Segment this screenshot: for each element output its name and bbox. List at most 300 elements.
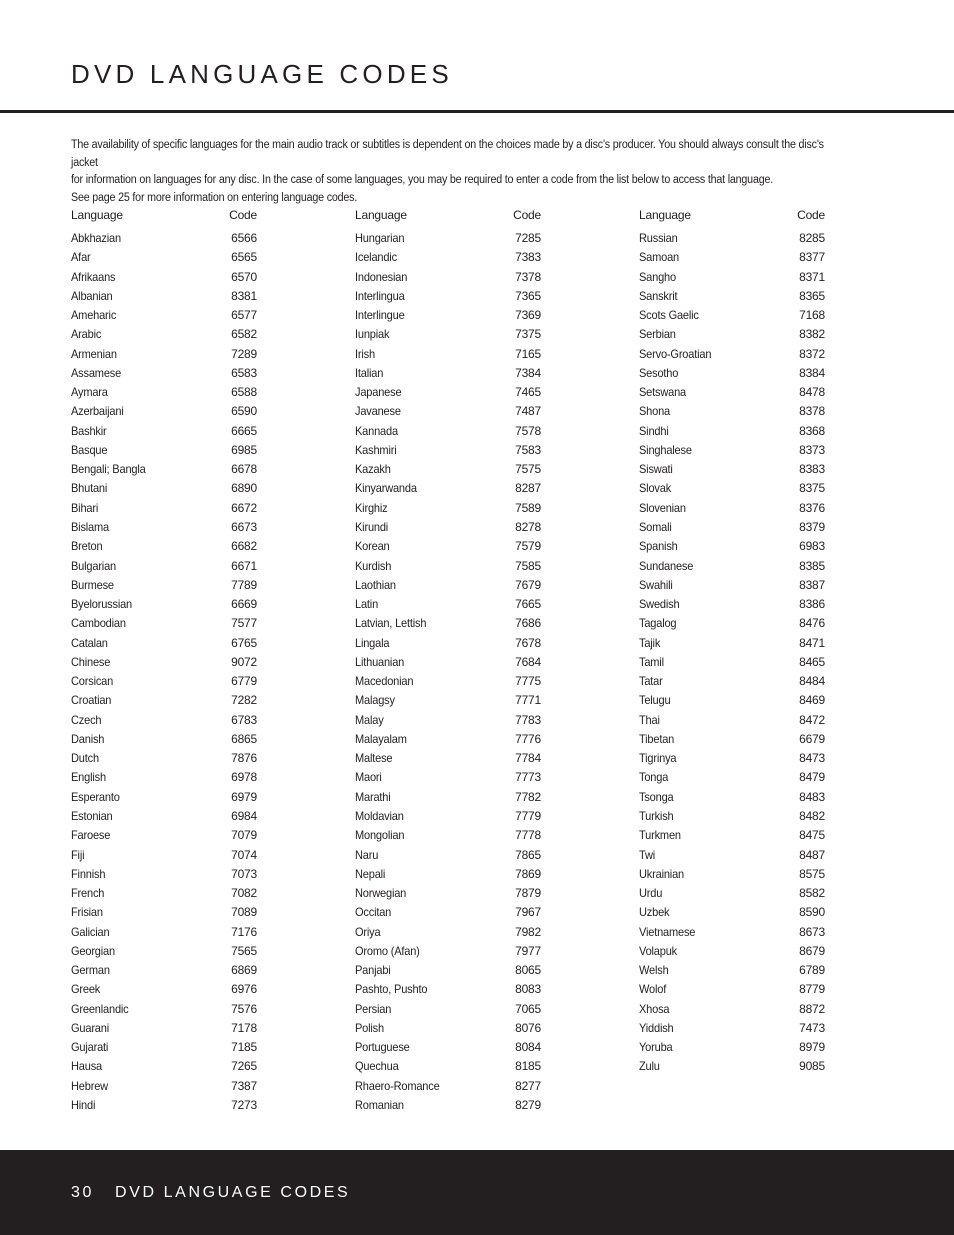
language-code: 6566 <box>231 231 257 245</box>
language-code: 7165 <box>515 346 541 361</box>
language-name: Kurdish <box>355 558 392 573</box>
language-name: Esperanto <box>71 789 120 804</box>
language-name: Estonian <box>71 808 113 823</box>
language-code: 7185 <box>231 1040 257 1055</box>
language-code: 8582 <box>799 886 825 901</box>
language-row <box>71 229 257 248</box>
language-name: Czech <box>71 712 102 727</box>
code-header: Code <box>513 208 541 222</box>
language-name: Singhalese <box>639 442 692 457</box>
language-code: 6979 <box>231 789 257 804</box>
language-code: 6577 <box>231 308 257 323</box>
language-name: Georgian <box>71 943 115 958</box>
language-code: 6583 <box>231 365 257 380</box>
language-name: Kashmiri <box>355 442 397 457</box>
language-row <box>639 923 825 942</box>
language-row <box>639 807 825 826</box>
language-name: Latvian, Lettish <box>355 616 427 631</box>
language-row <box>639 711 825 730</box>
language-row <box>71 1057 257 1076</box>
language-row <box>639 518 825 537</box>
language-row <box>71 711 257 730</box>
language-name: Albanian <box>71 288 113 303</box>
language-code: 8679 <box>799 943 825 958</box>
language-code: 8375 <box>799 481 825 496</box>
language-code: 6665 <box>231 423 257 438</box>
language-code: 7686 <box>515 616 541 631</box>
language-name: Malagsy <box>355 693 395 708</box>
language-row <box>355 653 541 672</box>
language-row <box>71 325 257 344</box>
language-code: 6983 <box>799 539 825 554</box>
language-row <box>71 441 257 460</box>
language-code: 7265 <box>231 1059 257 1074</box>
language-name: Finnish <box>71 866 106 881</box>
language-name: Tamil <box>639 654 664 669</box>
language-row <box>355 595 541 614</box>
language-code: 7776 <box>515 731 541 746</box>
language-row <box>355 422 541 441</box>
language-row <box>71 248 257 267</box>
language-name: Bihari <box>71 500 99 515</box>
language-code: 7879 <box>515 886 541 901</box>
language-row <box>639 576 825 595</box>
language-code: 9085 <box>799 1059 825 1074</box>
language-row <box>639 537 825 556</box>
language-row <box>71 980 257 999</box>
language-name: Afar <box>71 250 91 265</box>
language-code: 6789 <box>799 963 825 978</box>
language-row <box>355 325 541 344</box>
language-row <box>71 306 257 325</box>
language-row <box>71 1096 257 1115</box>
language-row <box>71 518 257 537</box>
language-code: 8371 <box>799 269 825 284</box>
language-code: 7168 <box>799 308 825 323</box>
language-name: Vietnamese <box>639 924 696 939</box>
language-code: 9072 <box>231 654 257 669</box>
language-code: 8482 <box>799 808 825 823</box>
language-name: Lingala <box>355 635 390 650</box>
language-row <box>639 306 825 325</box>
language-name: Icelandic <box>355 250 397 265</box>
language-column-1 <box>71 206 257 1115</box>
language-code: 8575 <box>799 866 825 881</box>
language-name: Mongolian <box>355 828 405 843</box>
language-row <box>355 383 541 402</box>
language-name: Sindhi <box>639 423 669 438</box>
language-row <box>639 364 825 383</box>
language-row <box>355 499 541 518</box>
language-row <box>639 653 825 672</box>
language-row <box>355 749 541 768</box>
language-row <box>639 268 825 287</box>
language-name: Arabic <box>71 327 102 342</box>
language-code: 8076 <box>515 1020 541 1035</box>
language-code: 6679 <box>799 731 825 746</box>
language-column-2 <box>355 206 541 1115</box>
language-code: 6985 <box>231 442 257 457</box>
language-code: 7982 <box>515 924 541 939</box>
language-name: Occitan <box>355 905 392 920</box>
language-name: Bulgarian <box>71 558 116 573</box>
language-name: Yiddish <box>639 1020 674 1035</box>
language-name: Slovenian <box>639 500 686 515</box>
column-header <box>71 206 257 226</box>
language-name: Marathi <box>355 789 391 804</box>
language-row <box>355 1077 541 1096</box>
language-code: 7779 <box>515 808 541 823</box>
language-name: Laothian <box>355 577 396 592</box>
language-code: 8278 <box>515 519 541 534</box>
language-name: Ukrainian <box>639 866 684 881</box>
language-row <box>355 537 541 556</box>
language-row <box>639 768 825 787</box>
language-code: 6590 <box>231 404 257 419</box>
language-name: Guarani <box>71 1020 109 1035</box>
language-code: 7684 <box>515 654 541 669</box>
footer-section-title: DVD LANGUAGE CODES <box>115 1184 351 1201</box>
language-row <box>639 345 825 364</box>
language-name: Italian <box>355 365 384 380</box>
language-row <box>639 325 825 344</box>
language-code: 7977 <box>515 943 541 958</box>
language-row <box>355 306 541 325</box>
language-name: Dutch <box>71 751 99 766</box>
language-code: 7778 <box>515 828 541 843</box>
language-name: Zulu <box>639 1059 660 1074</box>
language-row <box>71 634 257 653</box>
language-row <box>355 460 541 479</box>
language-row <box>355 1019 541 1038</box>
language-code: 6783 <box>231 712 257 727</box>
language-row <box>71 768 257 787</box>
language-name: Oromo (Afan) <box>355 943 420 958</box>
language-row <box>639 826 825 845</box>
language-code: 8475 <box>799 828 825 843</box>
language-code: 8979 <box>799 1040 825 1055</box>
language-row <box>71 672 257 691</box>
language-code: 7176 <box>231 924 257 939</box>
language-name: Twi <box>639 847 656 862</box>
language-row <box>355 1057 541 1076</box>
language-code: 7775 <box>515 674 541 689</box>
language-row <box>355 768 541 787</box>
language-code: 8487 <box>799 847 825 862</box>
language-code: 8384 <box>799 365 825 380</box>
language-name: Irish <box>355 346 375 361</box>
language-name: Maori <box>355 770 382 785</box>
language-row <box>639 479 825 498</box>
language-code: 7487 <box>515 404 541 419</box>
language-row <box>71 345 257 364</box>
language-name: Hebrew <box>71 1078 108 1093</box>
language-code: 7575 <box>515 462 541 477</box>
language-row <box>71 903 257 922</box>
language-name: Interlingue <box>355 308 405 323</box>
language-row <box>355 268 541 287</box>
language-code: 7583 <box>515 442 541 457</box>
language-code: 7473 <box>799 1020 825 1035</box>
language-name: Bengali; Bangla <box>71 462 146 477</box>
language-code: 6978 <box>231 770 257 785</box>
language-name: Kazakh <box>355 462 391 477</box>
language-row <box>71 1000 257 1019</box>
language-code: 8377 <box>799 250 825 265</box>
language-name: Tatar <box>639 674 663 689</box>
language-name: Burmese <box>71 577 114 592</box>
language-name: Kinyarwanda <box>355 481 417 496</box>
language-code: 8472 <box>799 712 825 727</box>
language-row <box>71 287 257 306</box>
language-row <box>71 383 257 402</box>
language-code: 7178 <box>231 1020 257 1035</box>
language-code: 7289 <box>231 346 257 361</box>
language-name: Corsican <box>71 674 114 689</box>
language-row <box>639 730 825 749</box>
language-row <box>355 788 541 807</box>
language-code: 6779 <box>231 674 257 689</box>
language-code: 7384 <box>515 365 541 380</box>
language-header: Language <box>355 208 407 222</box>
language-name: Lithuanian <box>355 654 405 669</box>
language-name: Naru <box>355 847 379 862</box>
language-row <box>355 287 541 306</box>
language-name: German <box>71 963 110 978</box>
header-rule <box>0 110 954 113</box>
language-code: 7089 <box>231 905 257 920</box>
language-code: 6869 <box>231 963 257 978</box>
language-row <box>71 942 257 961</box>
language-name: Uzbek <box>639 905 670 920</box>
language-name: Tajik <box>639 635 661 650</box>
language-name: Serbian <box>639 327 676 342</box>
language-row <box>71 1077 257 1096</box>
language-name: Iunpiak <box>355 327 390 342</box>
language-code: 8476 <box>799 616 825 631</box>
language-name: Romanian <box>355 1097 404 1112</box>
language-row <box>355 942 541 961</box>
language-name: Shona <box>639 404 671 419</box>
language-row <box>355 364 541 383</box>
language-row <box>639 980 825 999</box>
language-code: 7876 <box>231 751 257 766</box>
language-name: Maltese <box>355 751 393 766</box>
intro-paragraph <box>71 137 829 207</box>
language-code: 7375 <box>515 327 541 342</box>
language-code: 6671 <box>231 558 257 573</box>
language-code: 8287 <box>515 481 541 496</box>
language-code: 8277 <box>515 1078 541 1093</box>
language-code: 7387 <box>231 1078 257 1093</box>
language-name: Tonga <box>639 770 669 785</box>
language-row <box>355 1038 541 1057</box>
language-row <box>355 961 541 980</box>
language-code: 7773 <box>515 770 541 785</box>
language-code: 8779 <box>799 982 825 997</box>
language-code: 7679 <box>515 577 541 592</box>
language-name: Ameharic <box>71 308 117 323</box>
language-code: 8368 <box>799 423 825 438</box>
language-name: Interlingua <box>355 288 405 303</box>
language-row <box>71 961 257 980</box>
language-code: 6678 <box>231 462 257 477</box>
language-column-3 <box>639 206 825 1077</box>
language-name: Volapuk <box>639 943 678 958</box>
language-row <box>71 884 257 903</box>
language-row <box>71 460 257 479</box>
language-row <box>355 980 541 999</box>
language-name: Bashkir <box>71 423 107 438</box>
language-row <box>639 846 825 865</box>
language-row <box>71 1019 257 1038</box>
language-name: Rhaero-Romance <box>355 1078 440 1093</box>
intro-line: for information on languages for any disc. In the case of some languages, you may be required to enter a code from the list below to access that language. <box>71 174 774 186</box>
language-code: 6673 <box>231 519 257 534</box>
language-header: Language <box>71 208 123 222</box>
language-code: 8285 <box>799 231 825 245</box>
language-name: Pashto, Pushto <box>355 982 428 997</box>
language-row <box>639 557 825 576</box>
language-name: Turkmen <box>639 828 681 843</box>
language-row <box>639 1038 825 1057</box>
column-header <box>355 206 541 226</box>
language-row <box>355 711 541 730</box>
code-header: Code <box>797 208 825 222</box>
language-name: Norwegian <box>355 886 407 901</box>
language-code: 7589 <box>515 500 541 515</box>
language-name: Fiji <box>71 847 85 862</box>
language-name: Sanskrit <box>639 288 678 303</box>
language-name: Afrikaans <box>71 269 116 284</box>
language-row <box>71 537 257 556</box>
language-row <box>355 557 541 576</box>
language-row <box>71 422 257 441</box>
language-row <box>355 865 541 884</box>
language-code: 6570 <box>231 269 257 284</box>
language-name: Assamese <box>71 365 122 380</box>
language-name: Urdu <box>639 886 663 901</box>
language-row <box>71 479 257 498</box>
language-name: Malayalam <box>355 731 407 746</box>
language-code: 8365 <box>799 288 825 303</box>
language-name: Tigrinya <box>639 751 677 766</box>
language-name: Tagalog <box>639 616 677 631</box>
footer-label <box>71 1182 350 1204</box>
language-code: 7565 <box>231 943 257 958</box>
language-code: 7365 <box>515 288 541 303</box>
language-name: Nepali <box>355 866 386 881</box>
language-name: Turkish <box>639 808 674 823</box>
language-header: Language <box>639 208 691 222</box>
language-name: English <box>71 770 106 785</box>
language-row <box>639 229 825 248</box>
language-row <box>355 826 541 845</box>
language-row <box>639 595 825 614</box>
language-code: 6765 <box>231 635 257 650</box>
page-number: 30 <box>71 1184 94 1201</box>
language-row <box>639 614 825 633</box>
language-name: Wolof <box>639 982 667 997</box>
intro-line: The availability of specific languages for the main audio track or subtitles is dependent on the choices made by a disc's producer. You should always consult the disc's jacket <box>71 139 824 169</box>
language-row <box>71 826 257 845</box>
language-code: 6682 <box>231 539 257 554</box>
language-row <box>355 345 541 364</box>
language-code: 8379 <box>799 519 825 534</box>
language-name: Portuguese <box>355 1040 410 1055</box>
language-code: 8483 <box>799 789 825 804</box>
language-name: Swahili <box>639 577 673 592</box>
language-code: 6588 <box>231 385 257 400</box>
language-name: Latin <box>355 597 379 612</box>
language-name: Hungarian <box>355 231 405 245</box>
language-name: Basque <box>71 442 108 457</box>
language-name: Kirghiz <box>355 500 388 515</box>
language-code: 8378 <box>799 404 825 419</box>
language-name: Oriya <box>355 924 381 939</box>
language-row <box>639 788 825 807</box>
language-row <box>639 1019 825 1038</box>
language-code: 8479 <box>799 770 825 785</box>
language-row <box>71 1038 257 1057</box>
language-name: French <box>71 886 105 901</box>
language-row <box>355 730 541 749</box>
language-name: Spanish <box>639 539 678 554</box>
language-row <box>639 1000 825 1019</box>
language-code: 8471 <box>799 635 825 650</box>
language-name: Armenian <box>71 346 117 361</box>
language-code: 8385 <box>799 558 825 573</box>
language-code: 8484 <box>799 674 825 689</box>
language-code: 7865 <box>515 847 541 862</box>
language-row <box>355 614 541 633</box>
language-code: 8373 <box>799 442 825 457</box>
language-name: Bislama <box>71 519 109 534</box>
language-name: Greenlandic <box>71 1001 129 1016</box>
language-row <box>355 884 541 903</box>
language-row <box>71 807 257 826</box>
language-code: 6890 <box>231 481 257 496</box>
language-code: 8381 <box>231 288 257 303</box>
language-code: 7665 <box>515 597 541 612</box>
language-code: 8473 <box>799 751 825 766</box>
language-code: 7378 <box>515 269 541 284</box>
language-name: Tsonga <box>639 789 674 804</box>
language-code: 6582 <box>231 327 257 342</box>
language-code: 7065 <box>515 1001 541 1016</box>
page-title: DVD LANGUAGE CODES <box>71 59 453 89</box>
language-code: 8872 <box>799 1001 825 1016</box>
language-name: Moldavian <box>355 808 404 823</box>
language-name: Hausa <box>71 1059 103 1074</box>
language-row <box>71 499 257 518</box>
language-name: Frisian <box>71 905 103 920</box>
language-name: Swedish <box>639 597 680 612</box>
language-row <box>639 460 825 479</box>
language-row <box>639 672 825 691</box>
page-footer <box>0 1150 954 1235</box>
language-name: Macedonian <box>355 674 414 689</box>
language-row <box>355 402 541 421</box>
language-name: Catalan <box>71 635 108 650</box>
language-name: Byelorussian <box>71 597 133 612</box>
language-name: Galician <box>71 924 110 939</box>
language-row <box>355 846 541 865</box>
language-name: Setswana <box>639 385 687 400</box>
language-name: Cambodian <box>71 616 126 631</box>
language-row <box>71 865 257 884</box>
language-code: 7465 <box>515 385 541 400</box>
